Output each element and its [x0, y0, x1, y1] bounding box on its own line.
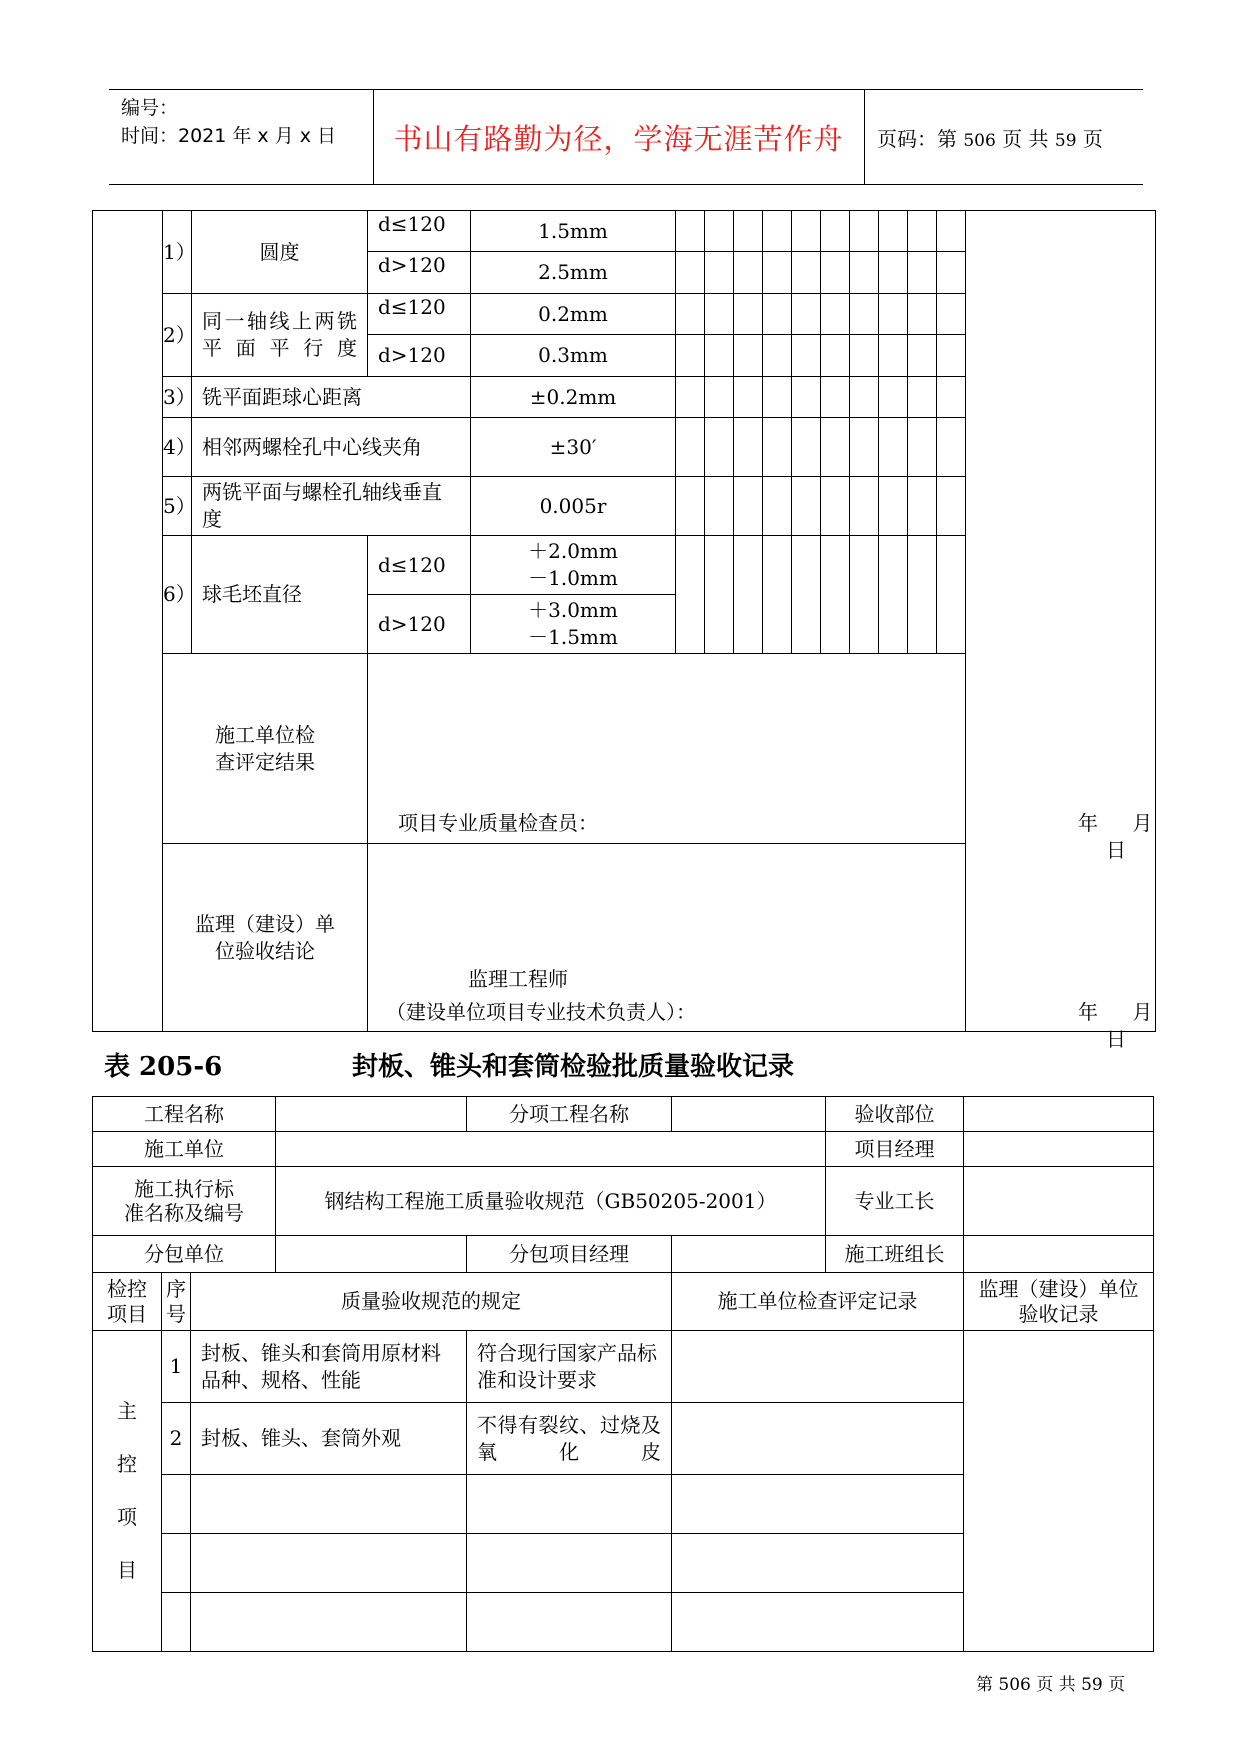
row-item[interactable]	[191, 1534, 467, 1593]
page-suffix: 页	[1082, 126, 1103, 151]
page-mid: 页 共	[1002, 126, 1049, 151]
check-cell[interactable]	[734, 335, 763, 377]
check-cell[interactable]	[734, 252, 763, 294]
check-cell[interactable]	[763, 294, 792, 335]
tolerance-lower: －1.5mm	[528, 625, 618, 649]
check-cell[interactable]	[676, 377, 705, 418]
tolerance-lower: －1.0mm	[528, 566, 618, 590]
condition: d>120	[368, 252, 471, 294]
col-supervisor-line2: 验收记录	[1018, 1301, 1099, 1326]
day-label: 日	[1106, 838, 1126, 862]
check-cell[interactable]	[850, 536, 879, 654]
tolerance: 1.5mm	[471, 211, 676, 252]
page-footer: 第 506 页 共 59 页	[976, 1675, 1126, 1695]
row-item[interactable]	[191, 1475, 467, 1534]
item-no: 5）	[163, 477, 192, 536]
project-name-label: 工程名称	[93, 1097, 276, 1132]
standard-value: 钢结构工程施工质量验收规范（GB50205-2001）	[276, 1167, 826, 1236]
check-cell[interactable]	[792, 377, 821, 418]
check-cell[interactable]	[879, 252, 908, 294]
col-item-line2: 项目	[107, 1301, 147, 1326]
time-label: 时间：2021 年 x 月 x 日	[121, 125, 337, 147]
table-title-text: 封板、锥头和套筒检验批质量验收记录	[352, 1052, 795, 1082]
item-name: 球毛坯直径	[192, 536, 368, 654]
condition: d≤120	[368, 294, 471, 335]
check-cell[interactable]	[821, 211, 850, 252]
col-no-line1: 序	[166, 1276, 186, 1301]
check-cell[interactable]	[908, 252, 937, 294]
item-no: 6）	[163, 536, 192, 654]
check-cell[interactable]	[850, 294, 879, 335]
row-item: 封板、锥头、套筒外观	[191, 1403, 467, 1475]
engineer-label-sub: （建设单位项目专业技术负责人）：	[386, 1000, 696, 1024]
table-title	[104, 1046, 794, 1083]
row-no: 2	[162, 1403, 191, 1475]
check-cell[interactable]	[937, 335, 966, 377]
row-record-field[interactable]	[672, 1534, 964, 1593]
col-supervisor-header	[964, 1273, 1154, 1331]
supervisor-record-field[interactable]	[964, 1331, 1154, 1652]
main-items-char: 主	[117, 1399, 137, 1423]
item-category-cell	[93, 211, 163, 1032]
item-no: 4）	[163, 418, 192, 477]
check-cell[interactable]	[850, 211, 879, 252]
check-cell[interactable]	[850, 377, 879, 418]
header-page-cell	[865, 90, 1143, 184]
col-no-header	[162, 1273, 191, 1331]
check-cell[interactable]	[821, 477, 850, 536]
check-cell[interactable]	[937, 294, 966, 335]
check-cell[interactable]	[792, 335, 821, 377]
page-header	[109, 89, 1143, 185]
main-items-label	[93, 1331, 162, 1652]
check-cell[interactable]	[879, 536, 908, 654]
item-name: 两铣平面与螺栓孔轴线垂直度	[192, 477, 471, 536]
check-cell[interactable]	[763, 252, 792, 294]
row-no	[162, 1534, 191, 1593]
page-info	[865, 123, 1103, 152]
general-items-table	[92, 210, 1156, 1051]
main-items-char: 项	[117, 1505, 137, 1529]
supervisor-conclusion-content[interactable]	[368, 844, 1156, 1051]
sub-manager-label: 分包项目经理	[467, 1236, 672, 1273]
check-cell[interactable]	[850, 477, 879, 536]
check-cell[interactable]	[676, 211, 705, 252]
contractor-result-content[interactable]	[368, 654, 1156, 862]
item-no: 1）	[163, 211, 192, 294]
condition: d≤120	[368, 211, 471, 252]
check-cell[interactable]	[763, 418, 792, 477]
month-label: 月	[1132, 811, 1153, 835]
sub-project-name-label: 分项工程名称	[467, 1097, 672, 1132]
check-cell[interactable]	[792, 418, 821, 477]
standard-label-line2: 准名称及编号	[124, 1201, 244, 1225]
row-item[interactable]	[191, 1593, 467, 1652]
condition: d>120	[368, 595, 471, 654]
supervisor-conclusion-label	[163, 844, 368, 1032]
motto: 书山有路勤为径，学海无涯苦作舟	[393, 121, 844, 156]
project-manager-field[interactable]	[964, 1132, 1154, 1167]
check-cell[interactable]	[879, 294, 908, 335]
tolerance: 2.5mm	[471, 252, 676, 294]
project-manager-label: 项目经理	[826, 1132, 964, 1167]
check-cell[interactable]	[676, 252, 705, 294]
check-cell[interactable]	[850, 418, 879, 477]
check-cell[interactable]	[676, 418, 705, 477]
check-cell[interactable]	[908, 211, 937, 252]
main-items-char: 目	[117, 1558, 137, 1582]
project-name-field[interactable]	[276, 1097, 467, 1132]
check-cell[interactable]	[792, 536, 821, 654]
check-cell[interactable]	[734, 536, 763, 654]
column-header-row	[93, 1273, 1154, 1331]
check-cell[interactable]	[908, 294, 937, 335]
col-item-line1: 检控	[107, 1276, 147, 1301]
engineer-label: 监理工程师	[468, 967, 568, 991]
check-cell[interactable]	[705, 536, 734, 654]
check-cell[interactable]	[676, 335, 705, 377]
check-cell[interactable]	[937, 377, 966, 418]
check-cell[interactable]	[676, 477, 705, 536]
check-cell[interactable]	[763, 211, 792, 252]
subcontractor-label: 分包单位	[93, 1236, 276, 1273]
row-record-field[interactable]	[672, 1331, 964, 1403]
contractor-result-label	[163, 654, 368, 844]
tolerance: 0.3mm	[471, 335, 676, 377]
check-cell[interactable]	[850, 252, 879, 294]
check-cell[interactable]	[792, 477, 821, 536]
tolerance-upper: ＋2.0mm	[528, 539, 618, 563]
day-label: 日	[1106, 1027, 1126, 1051]
check-cell[interactable]	[908, 418, 937, 477]
check-cell[interactable]	[705, 477, 734, 536]
condition: d>120	[368, 335, 471, 377]
row-record-field[interactable]	[672, 1593, 964, 1652]
team-leader-field[interactable]	[964, 1236, 1154, 1273]
standard-label	[93, 1167, 276, 1236]
subcontractor-field[interactable]	[276, 1236, 467, 1273]
contractor-label-line2: 查评定结果	[215, 749, 315, 774]
header-meta	[109, 90, 374, 184]
check-cell[interactable]	[879, 418, 908, 477]
table-row	[93, 211, 1156, 252]
check-cell[interactable]	[792, 211, 821, 252]
tolerance: ±30′	[471, 418, 676, 477]
inspector-label: 项目专业质量检查员：	[398, 811, 598, 835]
check-cell[interactable]	[821, 252, 850, 294]
item-name: 相邻两螺栓孔中心线夹角	[192, 418, 471, 477]
condition: d≤120	[368, 536, 471, 595]
row-spec[interactable]	[467, 1534, 672, 1593]
table-row	[93, 1097, 1154, 1132]
col-supervisor-line1: 监理（建设）单位	[978, 1276, 1139, 1301]
check-cell[interactable]	[734, 294, 763, 335]
check-cell[interactable]	[879, 377, 908, 418]
col-record-header: 施工单位检查评定记录	[672, 1273, 964, 1331]
tolerance: ±0.2mm	[471, 377, 676, 418]
col-no-line2: 号	[166, 1301, 186, 1326]
check-cell[interactable]	[821, 536, 850, 654]
item-name: 同一轴线上两铣平面平行度	[192, 294, 368, 377]
check-cell[interactable]	[705, 418, 734, 477]
supervisor-label-line2: 位验收结论	[215, 938, 315, 963]
contractor-label-line1: 施工单位检	[215, 722, 315, 747]
check-cell[interactable]	[908, 536, 937, 654]
table-row	[93, 1331, 1154, 1403]
row-spec[interactable]	[467, 1475, 672, 1534]
tolerance-upper: ＋3.0mm	[528, 598, 618, 622]
check-cell[interactable]	[821, 418, 850, 477]
row-record-field[interactable]	[672, 1475, 964, 1534]
check-cell[interactable]	[850, 335, 879, 377]
check-cell[interactable]	[763, 536, 792, 654]
month-label: 月	[1132, 1000, 1153, 1024]
check-cell[interactable]	[705, 252, 734, 294]
item-no: 3）	[163, 377, 192, 418]
check-cell[interactable]	[937, 477, 966, 536]
col-spec-header: 质量验收规范的规定	[191, 1273, 672, 1331]
standard-label-line1: 施工执行标	[134, 1177, 234, 1201]
main-items-char: 控	[117, 1452, 137, 1476]
check-cell[interactable]	[705, 335, 734, 377]
check-cell[interactable]	[763, 377, 792, 418]
row-no	[162, 1593, 191, 1652]
row-no	[162, 1475, 191, 1534]
check-cell[interactable]	[821, 377, 850, 418]
check-cell[interactable]	[908, 377, 937, 418]
table-code: 表 205-6	[104, 1052, 223, 1082]
check-cell[interactable]	[734, 418, 763, 477]
table-row	[93, 1132, 1154, 1167]
check-cell[interactable]	[879, 477, 908, 536]
number-label: 编号：	[121, 97, 179, 119]
check-cell[interactable]	[821, 294, 850, 335]
check-cell[interactable]	[937, 211, 966, 252]
tolerance: 0.2mm	[471, 294, 676, 335]
row-spec: 不得有裂纹、过烧及氧化皮	[467, 1403, 672, 1475]
date-fields	[1078, 999, 1155, 1053]
tolerance: 0.005r	[471, 477, 676, 536]
supervisor-label-line1: 监理（建设）单	[195, 911, 335, 936]
year-label: 年	[1078, 1000, 1098, 1024]
tolerance	[471, 536, 676, 595]
row-item: 封板、锥头和套筒用原材料品种、规格、性能	[191, 1331, 467, 1403]
page-prefix: 页码：第	[877, 126, 957, 151]
check-cell[interactable]	[734, 377, 763, 418]
table-row	[93, 1167, 1154, 1236]
check-cell[interactable]	[937, 252, 966, 294]
sub-manager-field[interactable]	[672, 1236, 826, 1273]
check-cell[interactable]	[908, 335, 937, 377]
check-cell[interactable]	[763, 477, 792, 536]
item-name: 圆度	[192, 211, 368, 294]
row-no: 1	[162, 1331, 191, 1403]
check-cell[interactable]	[792, 294, 821, 335]
col-item-header	[93, 1273, 162, 1331]
check-cell[interactable]	[676, 294, 705, 335]
page-number: 506	[963, 130, 996, 151]
check-cell[interactable]	[908, 477, 937, 536]
tolerance	[471, 595, 676, 654]
team-leader-label: 施工班组长	[826, 1236, 964, 1273]
check-cell[interactable]	[879, 335, 908, 377]
acceptance-part-field[interactable]	[964, 1097, 1154, 1132]
supervisor-conclusion-row	[93, 844, 1156, 1032]
construction-unit-field[interactable]	[276, 1132, 826, 1167]
item-name: 铣平面距球心距离	[192, 377, 471, 418]
check-cell[interactable]	[676, 536, 705, 654]
page-total: 59	[1054, 130, 1077, 151]
row-record-field[interactable]	[672, 1403, 964, 1475]
row-spec: 符合现行国家产品标准和设计要求	[467, 1331, 672, 1403]
check-cell[interactable]	[792, 252, 821, 294]
foreman-label: 专业工长	[826, 1167, 964, 1236]
check-cell[interactable]	[937, 418, 966, 477]
row-spec[interactable]	[467, 1593, 672, 1652]
check-cell[interactable]	[734, 211, 763, 252]
construction-unit-label: 施工单位	[93, 1132, 276, 1167]
check-cell[interactable]	[734, 477, 763, 536]
check-cell[interactable]	[705, 211, 734, 252]
acceptance-part-label: 验收部位	[826, 1097, 964, 1132]
year-label: 年	[1078, 811, 1098, 835]
check-cell[interactable]	[879, 211, 908, 252]
table-row	[93, 1236, 1154, 1273]
item-no: 2）	[163, 294, 192, 377]
contractor-result-row	[93, 654, 1156, 844]
check-cell[interactable]	[705, 377, 734, 418]
foreman-field[interactable]	[964, 1167, 1154, 1236]
sub-project-name-field[interactable]	[672, 1097, 826, 1132]
check-cell[interactable]	[937, 536, 966, 654]
check-cell[interactable]	[763, 335, 792, 377]
acceptance-record-table	[92, 1096, 1154, 1652]
check-cell[interactable]	[821, 335, 850, 377]
header-motto-cell	[373, 90, 865, 184]
check-cell[interactable]	[705, 294, 734, 335]
